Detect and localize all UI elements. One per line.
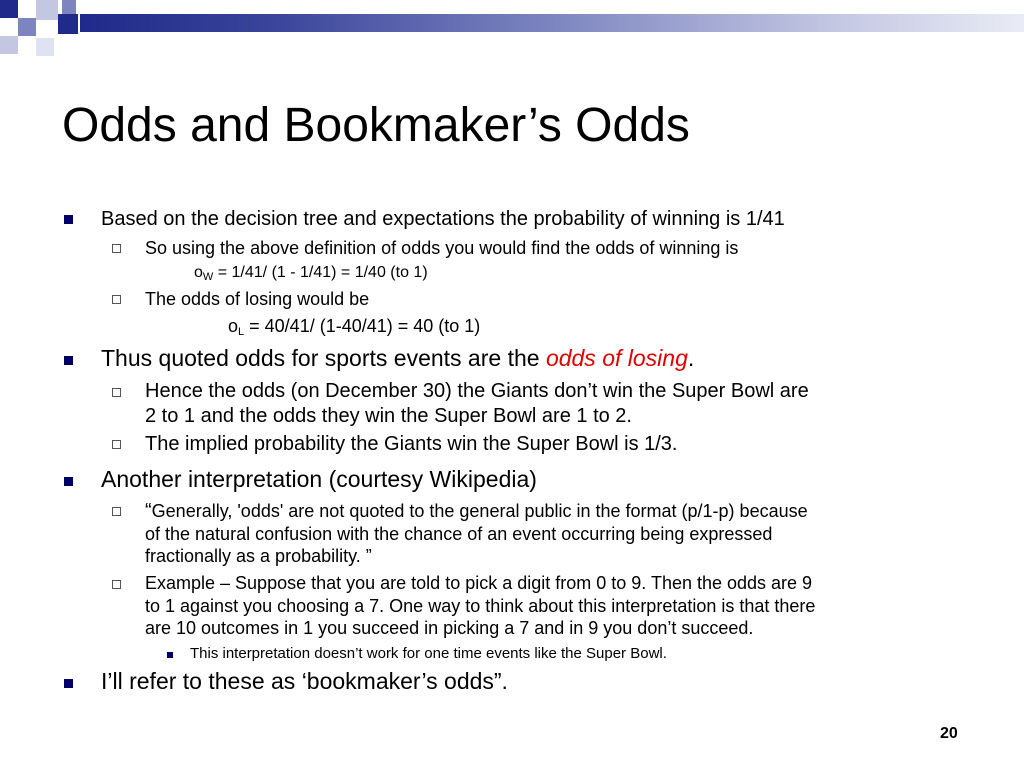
bullet-2-1-line-1: Hence the odds (on December 30) the Giants don’t win the Super Bowl are	[145, 380, 809, 402]
deco-square-7	[36, 38, 54, 56]
bullet-3-1-line-1-text: Generally, 'odds' are not quoted to the general public in the format (p/1-p) because	[151, 501, 808, 521]
deco-square-6	[0, 36, 18, 54]
bullet-1-1-marker	[112, 244, 121, 253]
formula-l-sub: L	[238, 326, 245, 338]
deco-square-3	[62, 0, 76, 14]
formula-l-prefix: o	[228, 316, 239, 336]
bullet-1-1-text: So using the above definition of odds you would find the odds of winning is	[145, 238, 739, 258]
bullet-2-text-before: Thus quoted odds for sports events are the	[101, 345, 546, 371]
deco-square-1	[0, 0, 18, 18]
bullet-3-1-line-3: fractionally as a probability. ”	[145, 546, 372, 566]
formula-w-prefix: o	[194, 264, 203, 281]
bullet-1-marker	[64, 215, 73, 224]
bullet-3-2-line-1: Example – Suppose that you are told to pick a digit from 0 to 9. Then the odds are 9	[145, 573, 813, 593]
bullet-1-text: Based on the decision tree and expectations the probability of winning is 1/41	[101, 208, 785, 230]
formula-w-sub: W	[202, 271, 214, 283]
formula-w-rest: = 1/41/ (1 - 1/41) = 1/40 (to 1)	[213, 264, 428, 281]
bullet-2-emphasis: odds of losing	[545, 345, 688, 371]
bullet-3-2-line-3: are 10 outcomes in 1 you succeed in picking a 7 and in 9 you don’t succeed.	[145, 618, 754, 638]
deco-square-5	[58, 14, 78, 34]
bullet-1-2-text: The odds of losing would be	[145, 289, 370, 309]
bullet-3-2-line-2: to 1 against you choosing a 7. One way to think about this interpretation is that there	[145, 596, 816, 616]
bullet-2-2-marker	[112, 440, 121, 449]
bullet-2-text	[101, 345, 694, 372]
bullet-3-marker	[64, 477, 73, 486]
bullet-3-1-open-quote: “	[145, 500, 152, 522]
slide-title: Odds and Bookmaker’s Odds	[62, 99, 690, 152]
bullet-3-2-1-marker	[167, 652, 173, 658]
formula-l-rest: = 40/41/ (1-40/41) = 40 (to 1)	[244, 316, 481, 336]
bullet-4-marker	[64, 679, 73, 688]
deco-square-2	[36, 0, 58, 20]
deco-square-4	[18, 18, 36, 36]
bullet-2-text-after: .	[687, 345, 695, 371]
bullet-2-2-text: The implied probability the Giants win the Super Bowl is 1/3.	[145, 433, 678, 455]
bullet-3-text: Another interpretation (courtesy Wikipedia)	[101, 466, 537, 492]
bullet-1-2-marker	[112, 295, 121, 304]
formula-odds-lose	[228, 316, 480, 338]
bullet-3-2-marker	[112, 580, 121, 589]
header-gradient-bar	[80, 14, 1024, 32]
bullet-2-marker	[64, 356, 73, 365]
bullet-3-1-marker	[112, 507, 121, 516]
bullet-3-1-line-1	[145, 500, 808, 523]
formula-odds-win	[194, 264, 428, 283]
bullet-2-1-marker	[112, 388, 121, 397]
bullet-4-text: I’ll refer to these as ‘bookmaker’s odds”.	[101, 668, 508, 694]
bullet-3-1-line-2: of the natural confusion with the chance of an event occurring being expressed	[145, 524, 773, 544]
bullet-2-1-line-2: 2 to 1 and the odds they win the Super Bowl are 1 to 2.	[145, 405, 632, 427]
page-number: 20	[940, 725, 958, 742]
bullet-3-2-1-text: This interpretation doesn’t work for one time events like the Super Bowl.	[190, 645, 667, 662]
